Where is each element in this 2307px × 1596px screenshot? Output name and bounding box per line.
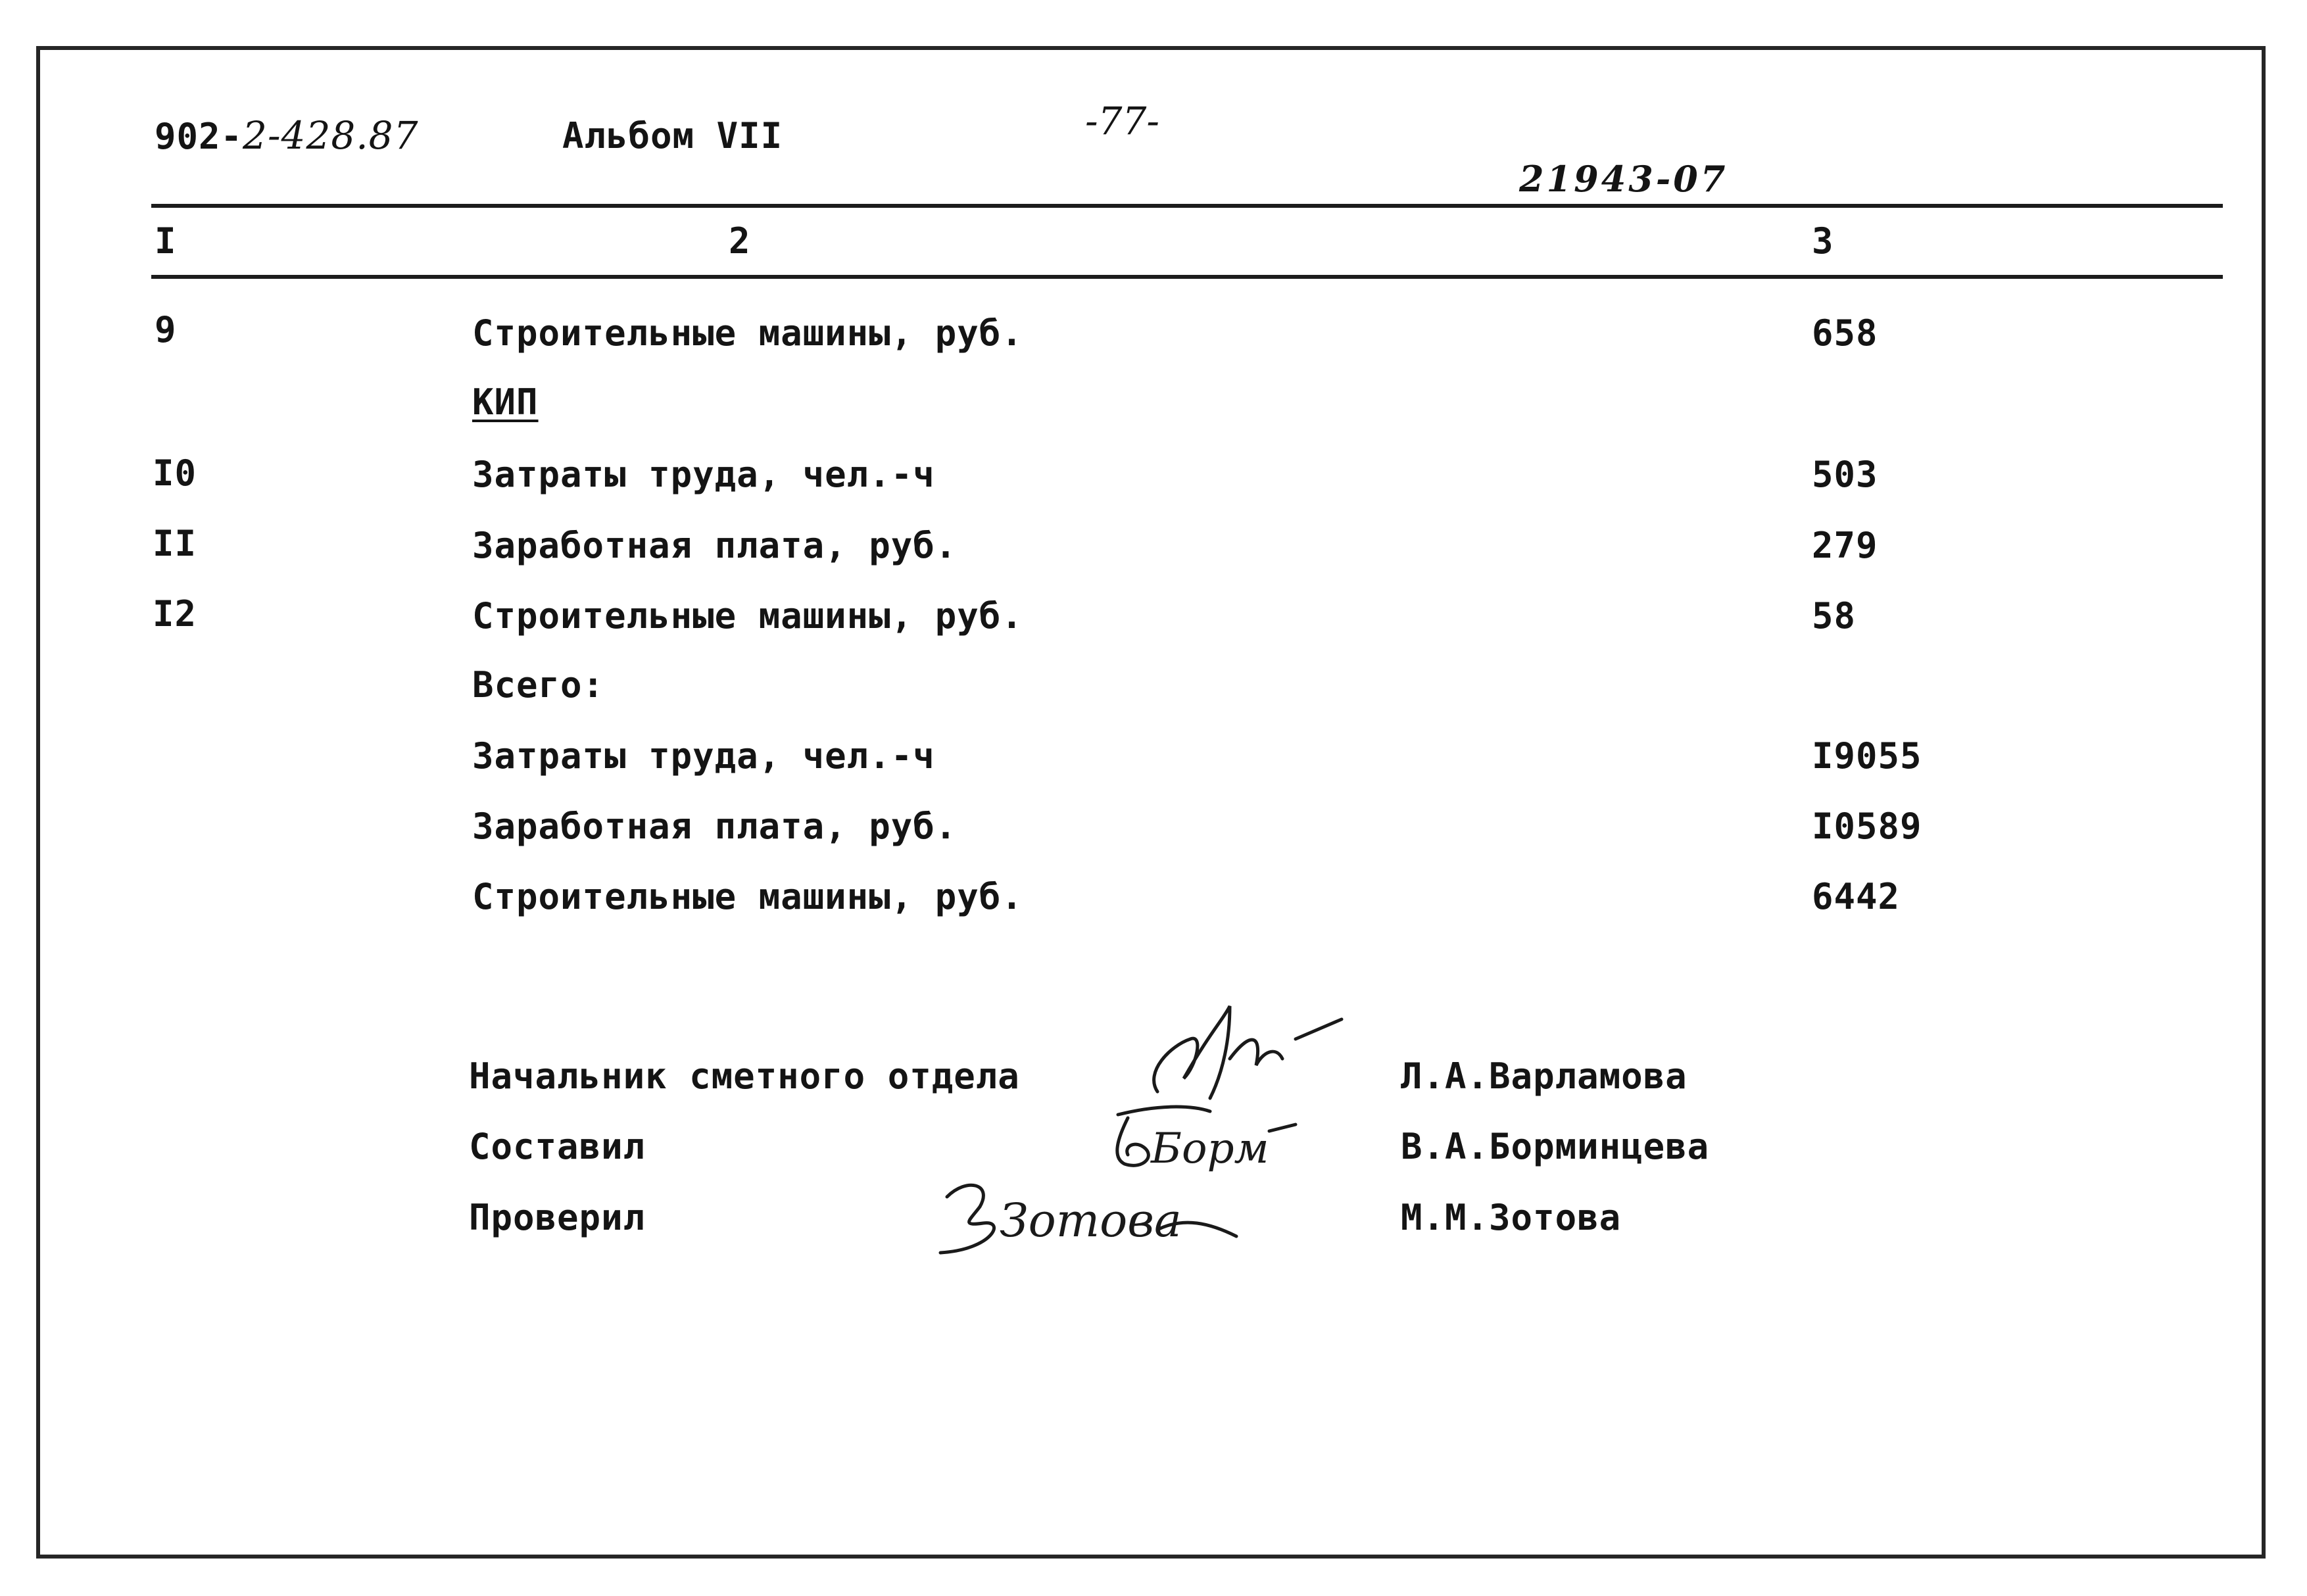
total-heading: Всего: — [472, 664, 605, 706]
row-10-num: I0 — [153, 452, 197, 494]
row-11-value: 279 — [1812, 525, 1878, 566]
header-bottom-rule — [151, 275, 2223, 279]
total-labor-text: Затраты труда, чел.-ч — [472, 735, 935, 777]
row-12-num: I2 — [153, 593, 197, 635]
row-11-num: II — [153, 523, 197, 564]
row-12-value: 58 — [1812, 595, 1857, 637]
total-labor-value: I9055 — [1812, 735, 1922, 777]
total-machines-text: Строительные машины, руб. — [472, 876, 1023, 917]
column-header-1: I — [155, 220, 177, 262]
column-header-2: 2 — [729, 220, 751, 262]
document-code — [155, 113, 419, 158]
album-label: Альбом VII — [562, 115, 783, 157]
signer-1-name: Л.А.Варламова — [1401, 1055, 1688, 1097]
row-9-num: 9 — [155, 309, 177, 351]
document-code-prefix: 902- — [155, 116, 243, 157]
signer-3-name: М.М.Зотова — [1401, 1197, 1622, 1238]
row-11-text: Заработная плата, руб. — [472, 525, 958, 566]
signer-3-role: Проверил — [469, 1197, 646, 1238]
doc-number: 21943-07 — [1519, 158, 1728, 200]
document-code-handwritten: 2-428.87 — [243, 113, 419, 158]
header-top-rule — [151, 204, 2223, 208]
column-header-3: 3 — [1812, 220, 1834, 262]
total-wages-text: Заработная плата, руб. — [472, 806, 958, 847]
signature-borm-text: Борм — [1151, 1124, 1269, 1173]
row-10-value: 503 — [1812, 454, 1878, 495]
signer-2-role: Составил — [469, 1126, 646, 1167]
page-number: -77- — [1085, 99, 1159, 143]
section-kip-heading: КИП — [472, 381, 539, 423]
signature-zotova-text: Зотова — [1000, 1194, 1182, 1247]
row-9-value: 658 — [1812, 312, 1878, 354]
signer-2-name: В.А.Борминцева — [1401, 1126, 1710, 1167]
signer-1-role: Начальник сметного отдела — [469, 1055, 1020, 1097]
total-wages-value: I0589 — [1812, 806, 1922, 847]
total-machines-value: 6442 — [1812, 876, 1901, 917]
page-frame — [36, 46, 2266, 1559]
row-10-text: Затраты труда, чел.-ч — [472, 454, 935, 495]
row-12-text: Строительные машины, руб. — [472, 595, 1023, 637]
signature-zotova — [921, 1157, 1250, 1263]
row-9-text: Строительные машины, руб. — [472, 312, 1023, 354]
